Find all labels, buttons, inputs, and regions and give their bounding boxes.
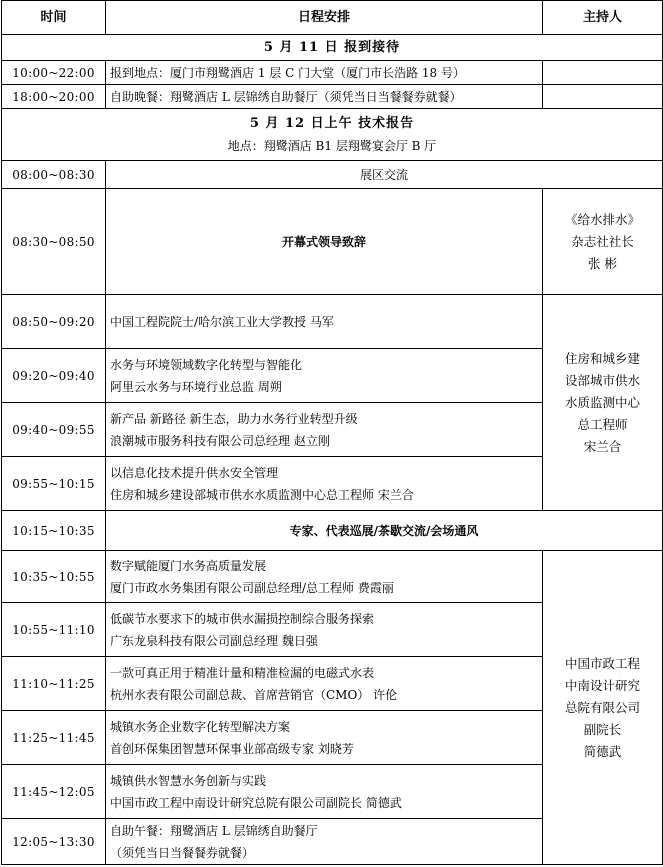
host-line: 杂志社社长 (571, 233, 634, 249)
host-line: 水质监测中心 (564, 394, 640, 410)
agenda-line: 住房和城乡建设部城市供水水质监测中心总工程师 宋兰合 (110, 487, 414, 502)
time-cell: 09:55~10:15 (2, 457, 106, 511)
agenda-cell (106, 765, 543, 819)
day2-title-row (2, 109, 663, 161)
agenda-cell (106, 295, 543, 349)
agenda-line: 城镇供水智慧水务创新与实践 (110, 773, 267, 788)
agenda-cell (106, 403, 543, 457)
host-line: 中国市政工程 (564, 655, 640, 671)
agenda-cell: 展区交流 (106, 161, 663, 189)
agenda-line: 低碳节水要求下的城市供水漏损控制综合服务探索 (110, 611, 375, 626)
agenda-cell (106, 457, 543, 511)
table-row (2, 85, 663, 109)
table-row (2, 295, 663, 349)
host-line: 中南设计研究 (564, 677, 640, 693)
agenda-line: 中国市政工程中南设计研究总院有限公司副院长 简德武 (110, 795, 402, 810)
time-cell: 11:45~12:05 (2, 765, 106, 819)
time-cell: 09:20~09:40 (2, 349, 106, 403)
host-line: 《给水排水》 (564, 211, 640, 227)
agenda-cell: 开幕式领导致辞 (106, 189, 543, 295)
host-line: 住房和城乡建 (564, 350, 640, 366)
agenda-cell: 报到地点：厦门市翔鹭酒店 1 层 C 门大堂（厦门市长浩路 18 号） (106, 61, 543, 85)
schedule-table (1, 0, 663, 865)
day2-location: 地点：翔鹭酒店 B1 层翔鹭宴会厅 B 厅 (227, 138, 437, 153)
table-row (2, 61, 663, 85)
time-cell: 09:40~09:55 (2, 403, 106, 457)
time-cell: 08:50~09:20 (2, 295, 106, 349)
agenda-line: 一款可真正用于精准计量和精准检漏的电磁式水表 (110, 665, 375, 680)
time-cell: 10:55~11:10 (2, 603, 106, 657)
agenda-cell (106, 819, 543, 865)
day2-title: 5 月 12 日上午 技术报告 (249, 115, 415, 131)
host-cell (543, 295, 663, 511)
host-line: 总工程师 (577, 416, 628, 432)
agenda-line: 水务与环境领域数字化转型与智能化 (110, 357, 303, 372)
host-cell-empty (543, 85, 663, 109)
host-line: 宋兰合 (583, 438, 622, 454)
agenda-line: 中国工程院院士/哈尔滨工业大学教授 马军 (110, 314, 334, 329)
agenda-line: 自助午餐：翔鹭酒店 L 层锦绣自助餐厅 (110, 823, 318, 838)
agenda-cell (106, 711, 543, 765)
table-row (2, 161, 663, 189)
host-line: 简德武 (583, 743, 622, 759)
agenda-line: 广东龙泉科技有限公司副总经理 魏日强 (110, 633, 318, 648)
header-agenda: 日程安排 (106, 1, 543, 35)
time-cell: 08:00~08:30 (2, 161, 106, 189)
time-cell: 11:25~11:45 (2, 711, 106, 765)
agenda-line: 杭州水表有限公司副总裁、首席营销官（CMO） 许伦 (110, 687, 398, 702)
time-cell: 11:10~11:25 (2, 657, 106, 711)
agenda-line: 以信息化技术提升供水安全管理 (110, 465, 279, 480)
agenda-line: 首创环保集团智慧环保事业部高级专家 刘晓芳 (110, 741, 354, 756)
table-row (2, 551, 663, 603)
table-row (2, 511, 663, 551)
host-line: 副院长 (583, 721, 622, 737)
time-cell: 10:15~10:35 (2, 511, 106, 551)
host-cell (543, 189, 663, 295)
agenda-cell (106, 657, 543, 711)
host-cell (543, 551, 663, 865)
host-cell-empty (543, 61, 663, 85)
agenda-line: 城镇水务企业数字化转型解决方案 (110, 719, 291, 734)
day1-title: 5 月 11 日 报到接待 (2, 35, 663, 61)
agenda-line: 浪潮城市服务科技有限公司总经理 赵立刚 (110, 433, 330, 448)
day2-title-cell (2, 109, 663, 161)
host-line: 设部城市供水 (564, 372, 640, 388)
agenda-line: 厦门市政水务集团有限公司副总经理/总工程师 费霞丽 (110, 580, 394, 595)
agenda-cell (106, 551, 543, 603)
day1-title-row (2, 35, 663, 61)
header-row (2, 1, 663, 35)
agenda-cell: 专家、代表巡展/茶歇交流/会场通风 (106, 511, 663, 551)
agenda-cell (106, 349, 543, 403)
agenda-line: 阿里云水务与环境行业总监 周朔 (110, 379, 282, 394)
header-time: 时间 (2, 1, 106, 35)
time-cell: 10:00~22:00 (2, 61, 106, 85)
time-cell: 18:00~20:00 (2, 85, 106, 109)
header-host: 主持人 (543, 1, 663, 35)
agenda-line: 新产品 新路径 新生态，助力水务行业转型升级 (110, 411, 358, 426)
table-row (2, 189, 663, 295)
agenda-line: （须凭当日当餐餐券就餐） (110, 845, 255, 860)
host-line: 张 彬 (588, 255, 617, 271)
agenda-line: 数字赋能厦门水务高质量发展 (110, 558, 267, 573)
host-line: 总院有限公司 (564, 699, 640, 715)
agenda-cell: 自助晚餐：翔鹭酒店 L 层锦绣自助餐厅（须凭当日当餐餐券就餐） (106, 85, 543, 109)
agenda-cell (106, 603, 543, 657)
time-cell: 08:30~08:50 (2, 189, 106, 295)
time-cell: 12:05~13:30 (2, 819, 106, 865)
time-cell: 10:35~10:55 (2, 551, 106, 603)
